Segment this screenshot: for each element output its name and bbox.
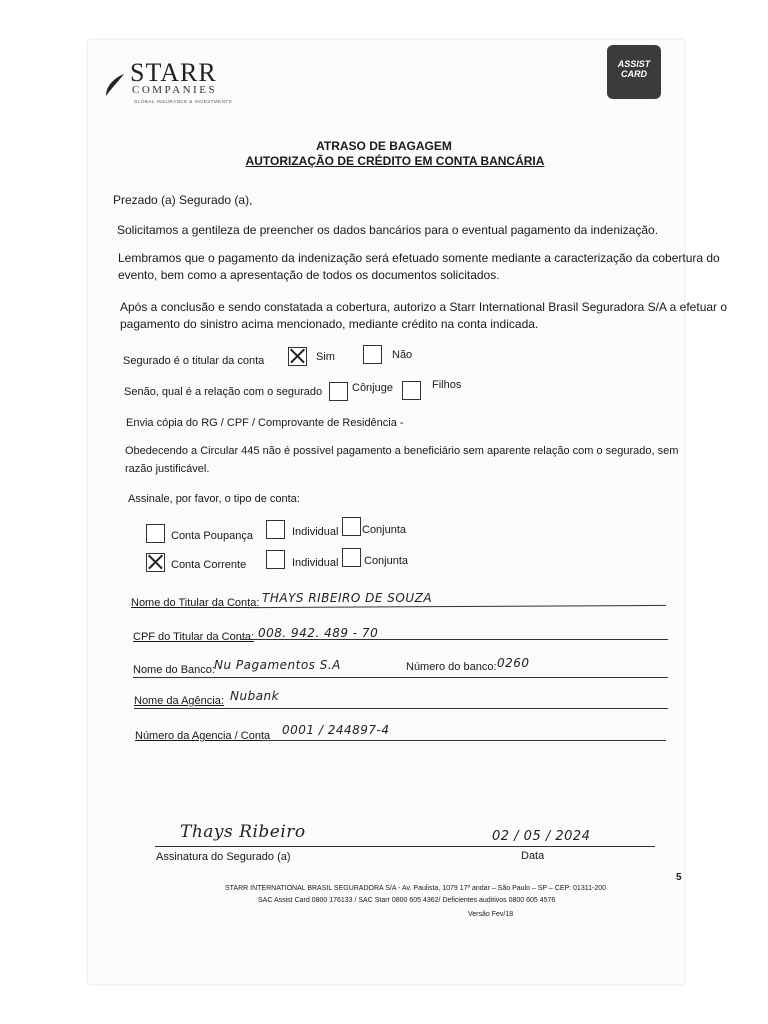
company-tagline: GLOBAL INSURANCE & INVESTMENTS [134, 99, 233, 104]
conjuge-checkbox[interactable] [329, 382, 348, 401]
circular-line1: Obedecendo a Circular 445 não é possível pagamento a beneficiário sem aparente relação com o segurado, sem [125, 445, 679, 457]
paragraph-2-line2: evento, bem como a apresentação de todos os documentos solicitados. [118, 268, 500, 282]
company-sub: COMPANIES [132, 84, 218, 96]
filhos-label: Filhos [432, 379, 462, 391]
assist-logo-line2: CARD [621, 69, 647, 79]
banco-line [133, 677, 668, 678]
agencia-conta-value[interactable]: 0001 / 244897-4 [282, 723, 390, 737]
assist-logo-line1: ASSIST [617, 59, 651, 69]
poupanca-individual-label: Individual [292, 526, 339, 538]
signature-line [155, 846, 655, 847]
numero-banco-label: Número do banco: [406, 661, 497, 673]
conta-poupanca-checkbox[interactable] [146, 524, 165, 543]
cpf-line [240, 639, 668, 640]
paragraph-3-line1: Após a conclusão e sendo constatada a cobertura, autorizo a Starr International Brasil Seguradora S/A a efetuar o [120, 300, 728, 314]
circular-line2: razão justificável. [125, 463, 210, 475]
signature-label: Assinatura do Segurado (a) [156, 851, 291, 863]
account-type-prompt: Assinale, por favor, o tipo de conta: [128, 493, 300, 505]
nao-label: Não [392, 349, 413, 361]
nao-checkbox[interactable] [363, 345, 382, 364]
agencia-line [134, 708, 668, 709]
banco-label: Nome do Banco: [133, 664, 215, 676]
conta-corrente-label: Conta Corrente [171, 559, 247, 571]
paragraph-2-line1: Lembramos que o pagamento da indenização será efetuado somente mediante a caracterização da cobertura do [118, 251, 720, 265]
conjuge-label: Cônjuge [352, 382, 393, 394]
sim-checkbox[interactable] [288, 347, 307, 366]
agencia-conta-line [262, 740, 666, 741]
sim-label: Sim [316, 351, 335, 363]
title-line2: AUTORIZAÇÃO DE CRÉDITO EM CONTA BANCÁRIA [245, 154, 545, 168]
corrente-conjunta-checkbox[interactable] [342, 548, 361, 567]
page-number: 5 [676, 872, 682, 883]
company-name: STARR [130, 58, 217, 87]
footer-address: STARR INTERNATIONAL BRASIL SEGURADORA S/A - Av. Paulista, 1079 17º andar – São Paulo – SP – CEP: 01311-200 [225, 885, 606, 892]
footer-version: Versão Fev/18 [468, 911, 514, 918]
paragraph-3-line2: pagamento do sinistro acima mencionado, mediante crédito na conta indicada. [120, 317, 539, 331]
agencia-label: Nome da Agência: [134, 695, 224, 707]
conta-poupanca-label: Conta Poupança [171, 530, 253, 542]
agencia-conta-label: Número da Agencia / Conta [135, 730, 271, 742]
greeting: Prezado (a) Segurado (a), [113, 193, 253, 207]
signature-value[interactable]: Thays Ribeiro [180, 822, 306, 842]
docs-note: Envia cópia do RG / CPF / Comprovante de Residência - [126, 417, 404, 429]
paragraph-1: Solicitamos a gentileza de preencher os dados bancários para o eventual pagamento da indenização. [117, 223, 659, 237]
nome-titular-value[interactable]: THAYS RIBEIRO DE SOUZA [262, 591, 433, 605]
title-line1: ATRASO DE BAGAGEM [316, 139, 452, 153]
filhos-checkbox[interactable] [402, 381, 421, 400]
date-value[interactable]: 02 / 05 / 2024 [492, 829, 591, 844]
assist-card-logo [607, 45, 661, 99]
corrente-conjunta-label: Conjunta [364, 555, 409, 567]
cpf-label: CPF do Titular da Conta: [133, 631, 255, 643]
corrente-individual-checkbox[interactable] [266, 550, 285, 569]
corrente-individual-label: Individual [292, 557, 339, 569]
nome-titular-label: Nome do Titular da Conta: [131, 597, 260, 609]
poupanca-individual-checkbox[interactable] [266, 520, 285, 539]
titular-question: Segurado é o titular da conta [123, 355, 265, 367]
starr-logo-icon [104, 72, 126, 98]
relation-question: Senão, qual é a relação com o segurado [124, 386, 323, 398]
cpf-value[interactable]: 008. 942. 489 - 70 [258, 626, 379, 640]
poupanca-conjunta-label: Conjunta [362, 524, 407, 536]
footer-sac: SAC Assist Card 0800 176133 / SAC Starr 0800 605 4362/ Deficientes auditivos 0800 605 4576 [258, 897, 556, 904]
document-page [88, 40, 684, 984]
banco-value[interactable]: Nu Pagamentos S.A [214, 658, 341, 672]
date-label: Data [521, 850, 545, 862]
poupanca-conjunta-checkbox[interactable] [342, 517, 361, 536]
agencia-value[interactable]: Nubank [230, 689, 280, 703]
numero-banco-value[interactable]: 0260 [497, 656, 530, 670]
conta-corrente-checkbox[interactable] [146, 553, 165, 572]
